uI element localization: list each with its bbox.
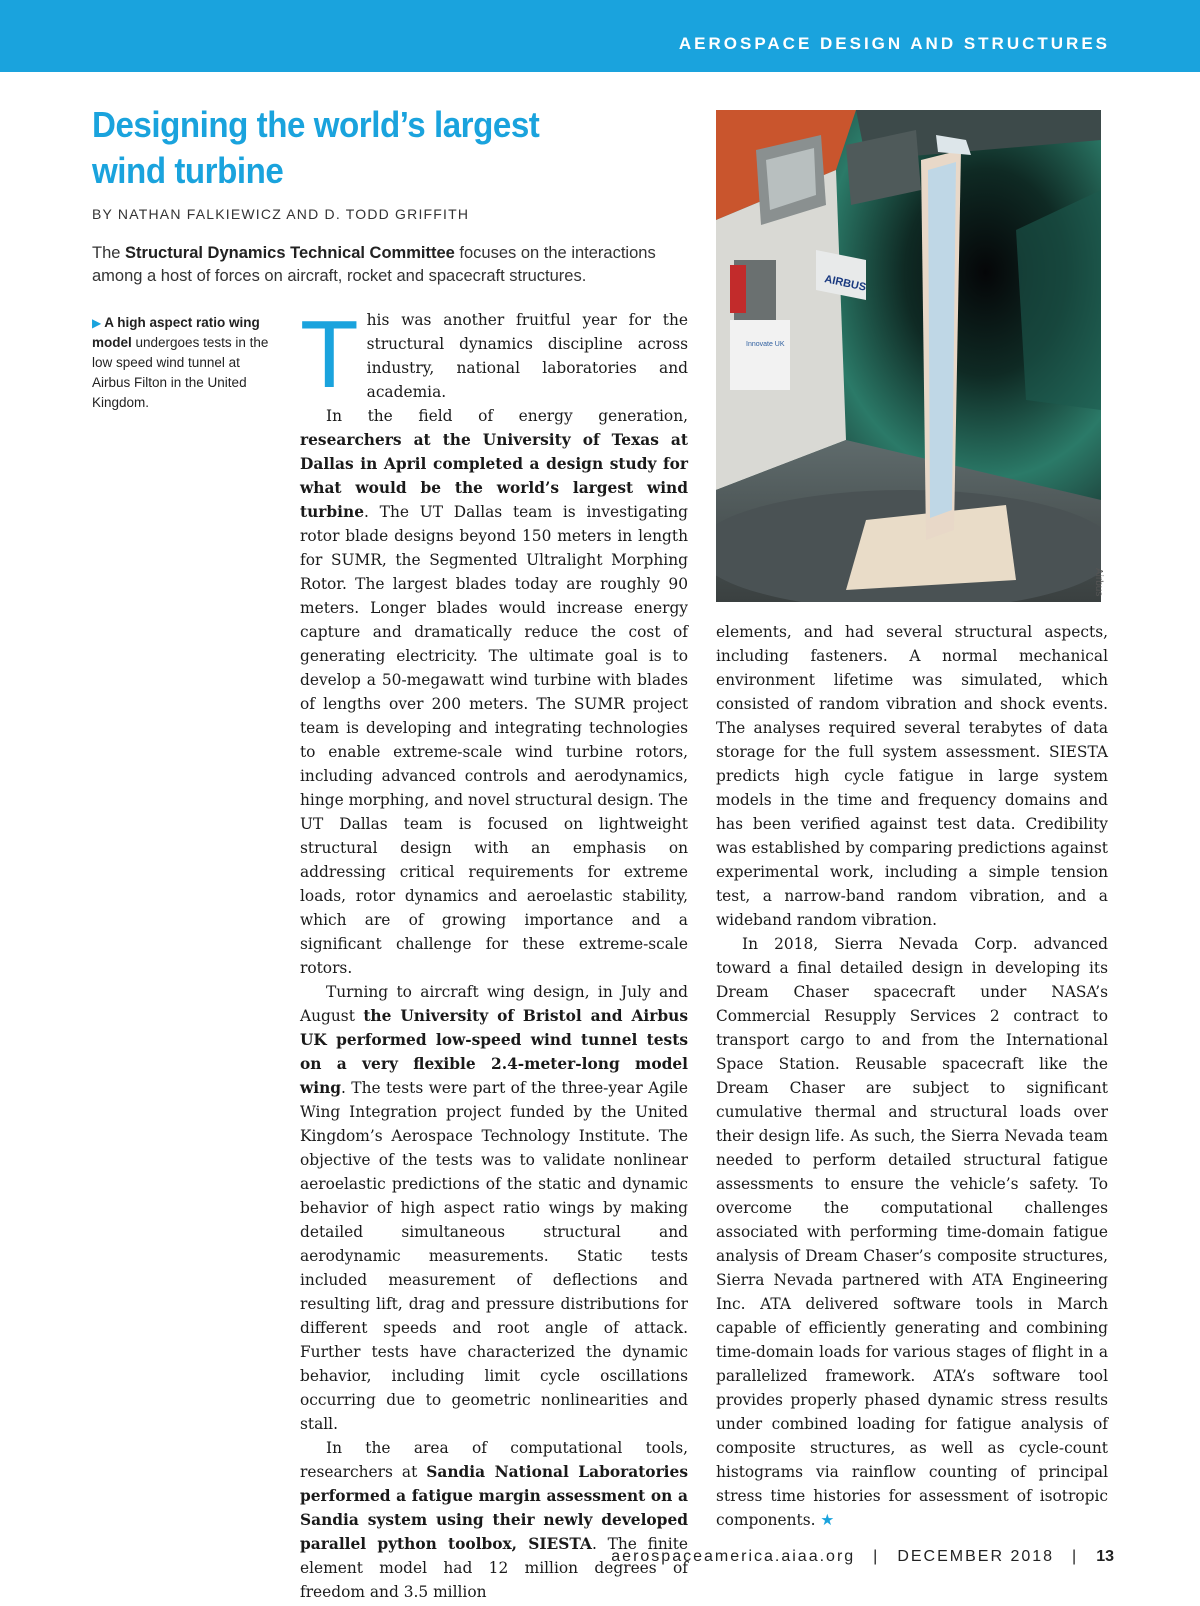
- signage-brand: AIRBUS: [823, 273, 868, 294]
- paragraph-1: This was another fruitful year for the structural dynamics discipline across industry, national laboratories and academia.: [300, 301, 688, 408]
- article-byline: BY NATHAN FALKIEWICZ AND D. TODD GRIFFITH: [92, 206, 470, 222]
- footer-separator: |: [1072, 1548, 1079, 1565]
- footer-issue-date: DECEMBER 2018: [897, 1548, 1055, 1565]
- footer-separator: |: [873, 1548, 880, 1565]
- page-footer: [611, 1548, 1114, 1566]
- wind-tunnel-illustration: [716, 110, 1101, 602]
- paragraph-6: In 2018, Sierra Nevada Corp. advanced toward a final detailed design in developing its Dream Chaser spacecraft under NASA’s Commercial Resupply Services 2 contract to transport cargo to and from the International Space Station. Reusable spacecraft like the Dream Chaser are subject to significant cumulative thermal and structural loads over their design life. As such, the Sierra Nevada team needed to perform detailed structural fatigue assessments to ensure the vehicle’s safety. To overcome the computational challenges associated with performing time-domain fatigue analysis of Dream Chaser’s composite structures, Sierra Nevada partnered with ATA Engineering Inc. ATA delivered software tools in March capable of efficiently generating and combining time-domain loads for various stages of flight in a parallelized framework. ATA’s software tool provides properly phased dynamic stress results under combined loading for fatigue analysis of composite structures, as well as cycle-count histograms via rainflow counting of principal stress time histories for assessment of isotropic components. ★: [716, 935, 1108, 1529]
- paragraph-3: Turning to aircraft wing design, in July and August the University of Bristol and Airbus UK performed low-speed wind tunnel tests on a very flexible 2.4-meter-long model wing. The tests were part of the three-year Agile Wing Integration project funded by the United Kingdom’s Aerospace Technology Institute. The objective of the tests was to validate nonlinear aeroelastic predictions of the static and dynamic behavior of high aspect ratio wings by making detailed simultaneous structural and aerodynamic measurements. Static tests included measurement of deflections and resulting lift, drag and pressure distributions for different speeds and root angle of attack. Further tests have characterized the dynamic behavior, including limit cycle oscillations occurring due to geometric nonlinearities and stall.: [300, 983, 688, 1433]
- section-label: AEROSPACE DESIGN AND STRUCTURES: [678, 34, 1110, 53]
- page-number: 13: [1096, 1548, 1114, 1565]
- article-column-left: [300, 301, 688, 1604]
- article-title: Designing the world’s largest wind turbine: [92, 104, 540, 191]
- footer-site-url: aerospaceamerica.aiaa.org: [611, 1548, 856, 1565]
- committee-name: Structural Dynamics Technical Committee: [125, 244, 455, 262]
- wind-tunnel-photo: [716, 110, 1101, 602]
- photo-credit: Airbus: [1093, 568, 1104, 597]
- signage-banner: Innovate UK: [746, 341, 785, 348]
- article-column-right: [716, 620, 1108, 1532]
- photo-caption: ▶ A high aspect ratio wing model undergoes tests in the low speed wind tunnel at Airbus Filton in the United Kingdom.: [92, 315, 269, 410]
- paragraph-2: In the field of energy generation, researchers at the University of Texas at Dallas in April completed a design study for what would be the world’s largest wind turbine. The UT Dallas team is investigating rotor blade designs beyond 150 meters in length for SUMR, the Segmented Ultralight Morphing Rotor. The largest blades today are roughly 90 meters. Longer blades would increase energy capture and dramatically reduce the cost of generating electricity. The ultimate goal is to develop a 50-megawatt wind turbine with blades of lengths over 200 meters. The SUMR project team is developing and integrating technologies to enable extreme-scale wind turbine rotors, including advanced controls and aerodynamics, hinge morphing, and novel structural design. The UT Dallas team is focused on lightweight structural design with an emphasis on addressing critical requirements for extreme loads, rotor dynamics and aeroelastic stability, which are of growing importance and a significant challenge for these extreme-scale rotors.: [300, 407, 688, 977]
- drop-cap: T: [300, 301, 359, 408]
- end-star-icon: ★: [820, 1511, 835, 1529]
- article-intro: The Structural Dynamics Technical Committee focuses on the interactions among a host of forces on aircraft, rocket and spacecraft structures.: [92, 244, 656, 285]
- caption-triangle-icon: ▶: [92, 316, 102, 330]
- paragraph-5: elements, and had several structural aspects, including fasteners. A normal mechanical environment lifetime was simulated, which consisted of random vibration and shock events. The analyses required several terabytes of data storage for the full system assessment. SIESTA predicts high cycle fatigue in large system models in the time and frequency domains and has been verified against test data. Credibility was established by comparing predictions against experimental work, including a simple tension test, a narrow-band random vibration, and a wideband random vibration.: [716, 623, 1108, 929]
- paragraph-4: In the area of computational tools, researchers at Sandia National Laboratories performed a fatigue margin assessment on a Sandia system using their newly developed parallel python toolbox, SIESTA. The finite element model had 12 million degrees of freedom and 3.5 million: [300, 1439, 688, 1601]
- section-header-band: [0, 0, 1200, 72]
